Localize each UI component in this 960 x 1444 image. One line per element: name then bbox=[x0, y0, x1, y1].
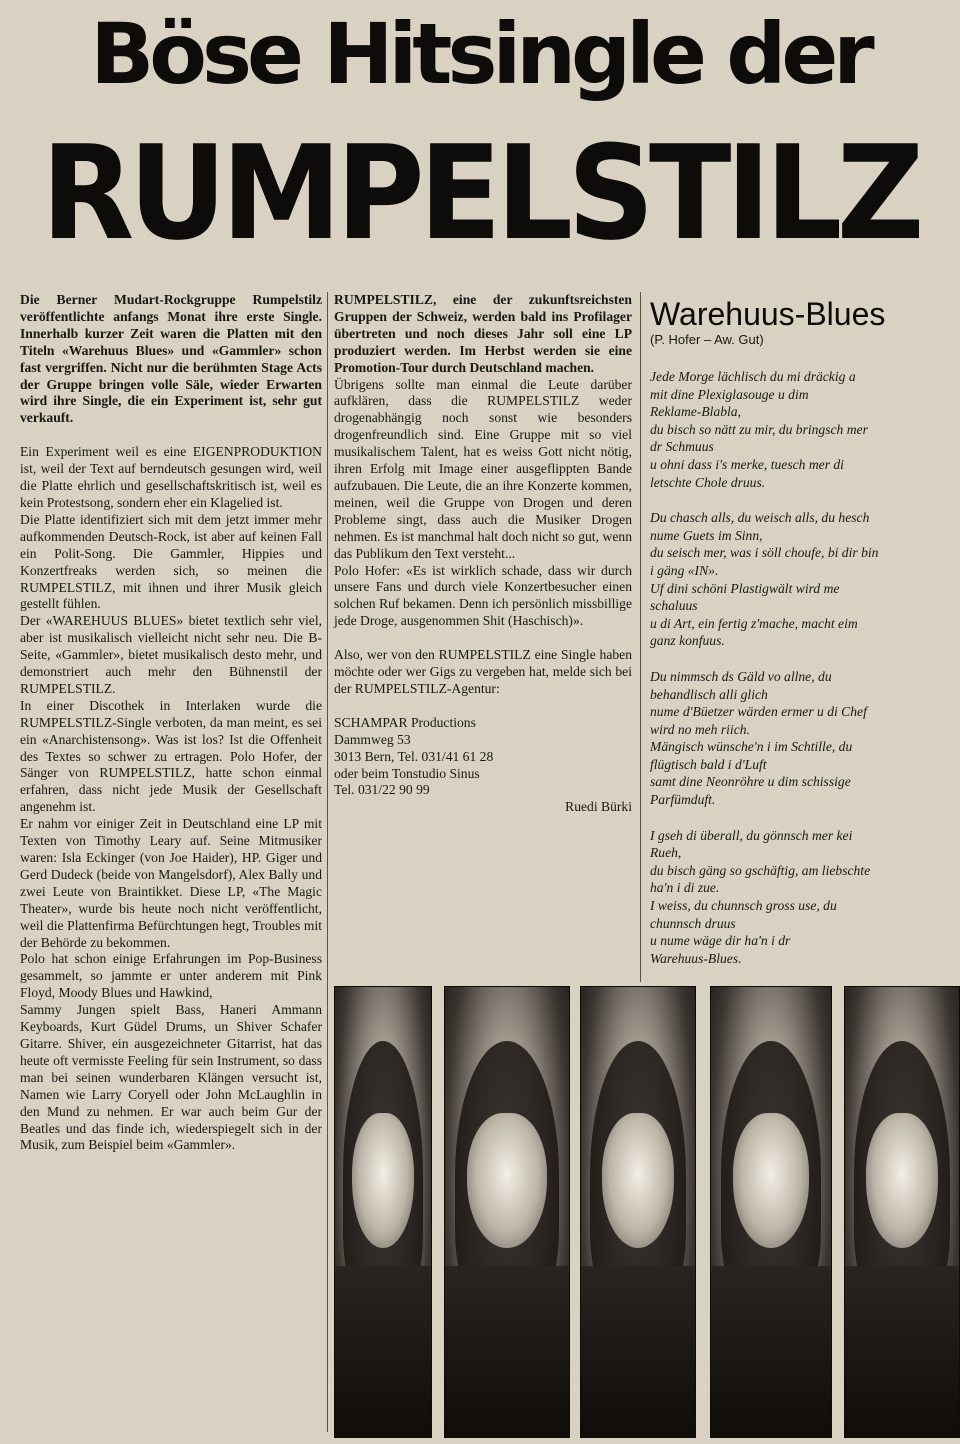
poem-line: wird no meh riich. bbox=[650, 721, 750, 737]
poem-line: Parfümduft. bbox=[650, 792, 716, 808]
article-paragraph: Er nahm vor einiger Zeit in Deutschland eine LP mit Texten von Timothy Leary auf. Seine Mitmusiker waren: Isla Eckinger (von Joe Haider), HP. Giger und Gerd Dudeck (beide von Mangelsdorf), Alex Bally und zwei Leute von Braintikket. Diese LP, «The Magic Theater», wurde bis heute noch nicht veröffentlicht, weil die Plattenfirma Befürchtungen hegt, Troubles mit der Behörde zu bekommen. bbox=[20, 816, 322, 950]
article-paragraph: In einer Discothek in Interlaken wurde die RUMPELSTILZ-Single verboten, da man meint, es sei ein «Anarchistensong». Was ist los? Ist die Offenheit des Textes so schwer zu ertragen. Polo Hofer, der Sänger von RUMPELSTILZ, hatte schon einmal erfahren, dass nicht jede Musik der Gesellschaft angenehm ist. bbox=[20, 697, 322, 815]
poem-line: Du nimmsch ds Gäld vo allne, du bbox=[650, 668, 832, 684]
article-paragraph: Polo Hofer: «Es ist wirklich schade, dass wir durch unsere Fans und durch viele Konzertbesucher einen solchen Ruf bekamen. Denn ich persönlich missbillige jede Droge, ausgenommen Shit (Haschisch)». bbox=[334, 562, 632, 629]
poem-line: u di Art, ein fertig z'mache, macht eim bbox=[650, 615, 858, 631]
poem-line: dr Schmuus bbox=[650, 439, 714, 455]
poem-line: Uf dini schöni Plastigwält wird me bbox=[650, 580, 840, 596]
poem-line: Warehuus-Blues. bbox=[650, 950, 742, 966]
band-member-photo bbox=[334, 986, 432, 1438]
poem-line: schaluus bbox=[650, 598, 698, 614]
poem-line: I gseh di überall, du gönnsch mer kei bbox=[650, 827, 853, 843]
band-member-photo bbox=[844, 986, 960, 1438]
poem-line: ha'n i di zue. bbox=[650, 880, 720, 896]
poem-line: Jede Morge lächlisch du mi dräckig a bbox=[650, 369, 856, 384]
address-line: Tel. 031/22 90 99 bbox=[334, 782, 430, 798]
article-paragraph: Polo hat schon einige Erfahrungen im Pop-Business gesammelt, so jammte er unter anderem mit Pink Floyd, Moody Blues und Hawkind, bbox=[20, 951, 322, 1001]
column-divider-1 bbox=[327, 292, 328, 1432]
article-paragraph: Der «WAREHUUS BLUES» bietet textlich sehr viel, aber ist musikalisch vielleicht nicht sehr neu. Die B-Seite, «Gammler», bietet musikalisch desto mehr, und demonstriert auch mehr den Bühnenstil der RUMPELSTILZ. bbox=[20, 613, 322, 696]
poem-stanza bbox=[650, 668, 955, 809]
article-column-2 bbox=[334, 292, 632, 816]
article-closing: Also, wer von den RUMPELSTILZ eine Single haben möchte oder wer Gigs zu vergeben hat, melde sich bei der RUMPELSTILZ-Agentur: bbox=[334, 647, 632, 696]
address-line: oder beim Tonstudio Sinus bbox=[334, 765, 480, 781]
poem-line: i gäng «IN». bbox=[650, 562, 719, 578]
poem-line: Reklame-Blabla, bbox=[650, 404, 741, 420]
article-paragraph: Ein Experiment weil es eine EIGENPRODUKTION ist, weil der Text auf berndeutsch gesungen wird, weil die Platte ehrlich und gesellschaftskritisch ist, weil es kein Protestsong, sondern eher ein Klagelied ist. bbox=[20, 444, 322, 510]
poem-line: du bisch gäng so gschäftig, am liebschte bbox=[650, 862, 871, 878]
poem-stanza bbox=[650, 509, 955, 650]
article-lead: Die Berner Mudart-Rockgruppe Rumpelstilz veröffentlichte anfangs Monat ihre erste Single. Innerhalb kurzer Zeit waren die Platten mit den Titeln «Warehuus Blues» und «Gammler» schon fast vergriffen. Nicht nur die berühmten Stage Acts der Gruppe bringen volle Säle, wieder Erwarten wird ihre Single, die ein Experiment ist, sehr gut verkauft. bbox=[20, 292, 322, 426]
poem-line: flügtisch bald i d'Luft bbox=[650, 756, 767, 772]
address-line: 3013 Bern, Tel. 031/41 61 28 bbox=[334, 748, 494, 764]
poem-line: mit dine Plexiglasouge u dim bbox=[650, 386, 809, 402]
poem-line: ganz konfuus. bbox=[650, 633, 725, 649]
poem-line: Mängisch wünsche'n i im Schtille, du bbox=[650, 739, 853, 755]
article-column-1 bbox=[20, 292, 322, 1154]
headline-line-1: Böse Hitsingle der bbox=[90, 5, 870, 103]
column-divider-2 bbox=[640, 292, 641, 982]
poem-line: Rueh, bbox=[650, 845, 682, 861]
poem-line: I weiss, du chunnsch gross use, du bbox=[650, 898, 837, 914]
poem-line: u nume wäge dir ha'n i dr bbox=[650, 933, 791, 949]
poem-line: chunnsch druus bbox=[650, 915, 736, 931]
poem-line: du seisch mer, was i söll choufe, bi dir bin bbox=[650, 545, 879, 561]
poem-column bbox=[650, 296, 955, 985]
address-line: Dammweg 53 bbox=[334, 731, 411, 747]
poem-line: du bisch so nätt zu mir, du bringsch mer bbox=[650, 421, 868, 437]
poem-credit: (P. Hofer – Aw. Gut) bbox=[650, 332, 764, 347]
poem-line: behandlisch alli glich bbox=[650, 686, 768, 702]
poem-stanza bbox=[650, 827, 955, 968]
poem-line: nume Guets im Sinn, bbox=[650, 527, 763, 543]
poem-line: u ohni dass i's merke, tuesch mer di bbox=[650, 456, 844, 472]
poem-stanza bbox=[650, 368, 955, 491]
band-member-photo bbox=[444, 986, 570, 1438]
agency-address bbox=[334, 715, 632, 800]
poem-title: Warehuus-Blues bbox=[650, 296, 886, 332]
article-paragraph: Sammy Jungen spielt Bass, Haneri Ammann Keyboards, Kurt Güdel Drums, un Shiver Schafer Gitarre. Shiver, ein ausgezeichneter Gitarrist, hat das heute oft vermisste Feeling für sein Instrument, so dass man bei seinen wunderbaren Klängen versucht ist, Namen wie Larry Coryell oder John McLaughlin in den Mund zu nehmen. Er war auch beim Gur der Beatles und das finde ich, wiederspiegelt sich in der Musik, zum Beispiel beim «Gammler». bbox=[20, 1002, 322, 1153]
band-member-photo bbox=[580, 986, 696, 1438]
poem-line: Du chasch alls, du weisch alls, du hesch bbox=[650, 510, 870, 526]
article-paragraph: Übrigens sollte man einmal die Leute darüber aufklären, dass die RUMPELSTILZ weder drogenabhängig noch sonst wie besonders drogenfreundlich sind. Eine Gruppe mit so viel musikalischem Talent, hat es weiss Gott nicht nötig, ihren Erfolg mit Image einer ausgeflippten Bande aufzubauen. Die Leute, die an ihre Konzerte kommen, meinen, weil die Gruppe von Drogen und deren Probleme singt, dass auch die Musiker Drogen nehmen. Es ist manchmal halt doch nicht so gut, wenn das Publikum den Text versteht... bbox=[334, 376, 632, 561]
poem-line: letschte Chole druus. bbox=[650, 474, 766, 490]
poem-line: samt dine Neonröhre u dim schissige bbox=[650, 774, 851, 790]
band-photo-strip bbox=[334, 986, 960, 1440]
article-lead-2: RUMPELSTILZ, eine der zukunftsreichsten Gruppen der Schweiz, werden bald ins Profilager übertreten und noch dieses Jahr soll eine LP produziert werden. Im Herbst werden sie eine Promotion-Tour durch Deutschland machen. bbox=[334, 292, 632, 375]
band-member-photo bbox=[710, 986, 832, 1438]
author-signature: Ruedi Bürki bbox=[565, 799, 632, 815]
poem-stanzas bbox=[650, 368, 955, 967]
address-line: SCHAMPAR Productions bbox=[334, 714, 476, 730]
article-paragraph: Die Platte identifiziert sich mit dem jetzt immer mehr aufkommenden Deutsch-Rock, ist aber auf keinen Fall ein Polit-Song. Die Gammler, Hippies und Konzertfreaks werden sich, so meinen die RUMPELSTILZ, mit ihnen und ihrer Musik gleich gestellt fühlen. bbox=[20, 511, 322, 612]
poem-line: nume d'Büetzer wärden ermer u di Chef bbox=[650, 704, 867, 720]
headline-line-2: RUMPELSTILZ bbox=[41, 117, 919, 269]
